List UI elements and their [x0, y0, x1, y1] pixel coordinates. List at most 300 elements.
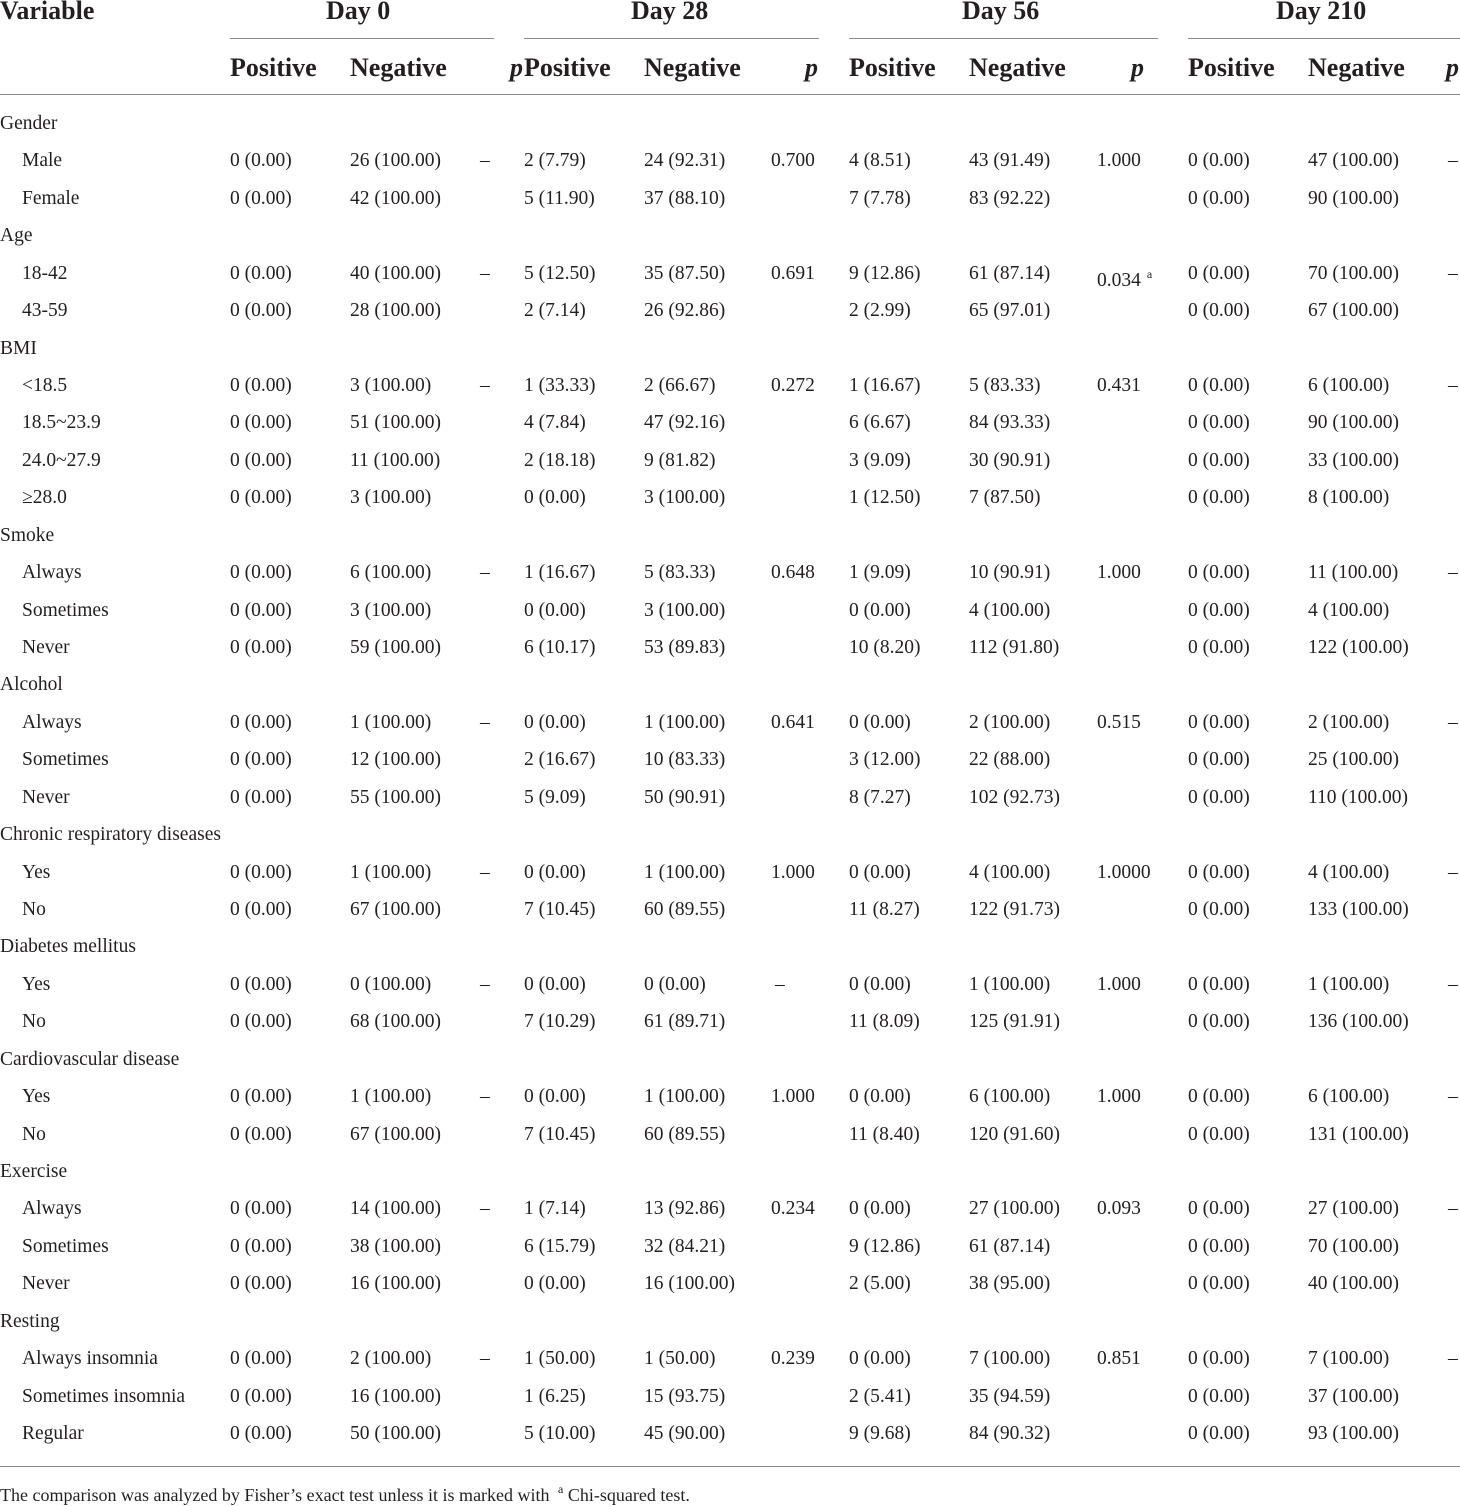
- cell-value: 1.000: [771, 861, 815, 883]
- cell-value: 0 (0.00): [230, 449, 292, 471]
- cell-value: 67 (100.00): [1308, 300, 1399, 322]
- row-label: Yes: [22, 861, 51, 883]
- table-cell: [1188, 1385, 1250, 1409]
- table-cell: [1308, 748, 1399, 772]
- table-cell: [1448, 262, 1458, 286]
- cell-value: 37 (100.00): [1308, 1385, 1399, 1407]
- table-cell: [849, 711, 911, 735]
- subheader-p-day-210: p: [1446, 53, 1459, 82]
- table-cell: [969, 374, 1041, 398]
- table-cell: [969, 299, 1050, 323]
- cell-value: 1.000: [1097, 562, 1141, 584]
- cell-value: 47 (92.16): [644, 412, 726, 434]
- cell-value: 7 (100.00): [969, 1348, 1051, 1370]
- table-cell: [644, 1347, 716, 1371]
- table-cell: [771, 1347, 815, 1371]
- table-cell: [644, 1197, 725, 1221]
- cell-value: 0 (0.00): [230, 861, 292, 883]
- table-cell: [849, 1272, 911, 1296]
- row-label: 43-59: [22, 300, 68, 322]
- table-cell: [969, 1010, 1060, 1034]
- cell-value: 30 (90.91): [969, 449, 1051, 471]
- cell-value: 0 (0.00): [1188, 1423, 1250, 1445]
- table-cell: [524, 1010, 596, 1034]
- table-cell: [1188, 449, 1250, 473]
- cell-value: 26 (100.00): [350, 150, 441, 172]
- table-cell: [1308, 374, 1389, 398]
- table-cell: [1448, 1085, 1458, 1109]
- table-cell: [230, 449, 292, 473]
- table-cell: [524, 486, 586, 510]
- subheader-positive-day-56: Positive: [849, 53, 936, 82]
- cell-value: 0 (0.00): [524, 599, 586, 621]
- table-cell: [969, 636, 1059, 660]
- table-cell: [849, 374, 921, 398]
- cell-value: 0 (0.00): [230, 899, 292, 921]
- cell-value: 7 (87.50): [969, 487, 1041, 509]
- cell-value: 0 (0.00): [849, 1198, 911, 1220]
- cell-value: 42 (100.00): [350, 187, 441, 209]
- table-cell: [849, 1422, 911, 1446]
- cell-value: 2 (5.00): [849, 1273, 911, 1295]
- cell-value: 10 (8.20): [849, 637, 921, 659]
- table-cell: [1188, 486, 1250, 510]
- header-day-28: Day 28: [631, 0, 709, 25]
- cell-value: 2 (16.67): [524, 749, 596, 771]
- cell-value: 4 (100.00): [969, 599, 1051, 621]
- cell-value: 0 (0.00): [1188, 1273, 1250, 1295]
- group-label: Exercise: [0, 1161, 68, 1183]
- table-cell: [524, 898, 596, 922]
- cell-value: –: [1448, 861, 1458, 883]
- table-cell: [480, 861, 490, 885]
- group-label: Diabetes mellitus: [0, 936, 136, 958]
- cell-value: 3 (100.00): [350, 599, 432, 621]
- table-cell: [771, 1085, 815, 1109]
- table-cell: [350, 861, 431, 885]
- cell-value: 9 (12.86): [849, 1235, 921, 1257]
- cell-value: –: [480, 1198, 490, 1220]
- footnote-text: The comparison was analyzed by Fisher’s exact test unless it is marked with: [0, 1485, 550, 1505]
- table-cell: [1448, 1347, 1458, 1371]
- table-cell: [849, 636, 921, 660]
- table-cell: [644, 861, 725, 885]
- table-cell: [230, 898, 292, 922]
- cell-value: 5 (10.00): [524, 1423, 596, 1445]
- table-cell: [969, 561, 1050, 585]
- cell-value: 4 (100.00): [969, 861, 1051, 883]
- table-cell: [230, 1347, 292, 1371]
- cell-value: 133 (100.00): [1308, 899, 1409, 921]
- cell-value: 0 (0.00): [1188, 1198, 1250, 1220]
- table-cell: [644, 786, 725, 810]
- table-cell: [849, 861, 911, 885]
- cell-value: 0.272: [771, 375, 815, 396]
- table-cell: [524, 748, 596, 772]
- cell-value: 1 (9.09): [849, 562, 911, 584]
- cell-value: 4 (100.00): [1308, 861, 1390, 883]
- cell-value: 1.000: [1097, 1086, 1141, 1108]
- cell-value: 61 (87.14): [969, 262, 1051, 284]
- cell-value: 0 (0.00): [230, 786, 292, 808]
- cell-value: 0 (0.00): [230, 562, 292, 584]
- table-cell: [524, 861, 586, 885]
- cell-value: 16 (100.00): [350, 1385, 441, 1407]
- cell-value: 33 (100.00): [1308, 449, 1399, 471]
- table-cell: [230, 1085, 292, 1109]
- table-cell: [524, 262, 596, 286]
- table-cell: [230, 973, 292, 997]
- cell-value: 120 (91.60): [969, 1123, 1060, 1145]
- table-cell: [1188, 711, 1250, 735]
- cell-value: 35 (94.59): [969, 1385, 1051, 1407]
- cell-value: 4 (100.00): [1308, 599, 1390, 621]
- table-cell: [524, 1347, 596, 1371]
- cell-value: 0 (0.00): [1188, 711, 1250, 733]
- cell-value: 12 (100.00): [350, 749, 441, 771]
- table-cell: [1188, 1347, 1250, 1371]
- cell-value: 3 (100.00): [350, 375, 432, 396]
- table-cell: [969, 1197, 1060, 1221]
- cell-value: 11 (100.00): [350, 449, 441, 471]
- row-label: Yes: [22, 1086, 51, 1108]
- table-cell: [644, 262, 725, 286]
- cell-value: 50 (90.91): [644, 786, 726, 808]
- cell-value: 6 (10.17): [524, 637, 596, 659]
- cell-value: 37 (88.10): [644, 187, 726, 209]
- table-cell: [1308, 187, 1399, 211]
- cell-value: 1 (16.67): [524, 562, 596, 584]
- table-cell: [230, 711, 292, 735]
- table-cell: [1308, 1197, 1399, 1221]
- cell-value: 3 (9.09): [849, 449, 911, 471]
- table-cell: [1188, 1085, 1250, 1109]
- cell-value: –: [775, 973, 785, 995]
- cell-value: 0 (100.00): [350, 973, 432, 995]
- cell-value: 7 (100.00): [1308, 1348, 1390, 1370]
- table-cell: [480, 374, 490, 398]
- cell-value: 2 (7.79): [524, 150, 586, 172]
- cell-value: 5 (83.33): [644, 562, 716, 584]
- cell-value: 0 (0.00): [1188, 449, 1250, 471]
- cell-value: 67 (100.00): [350, 1123, 441, 1145]
- cell-value: 7 (10.45): [524, 1123, 596, 1145]
- table-cell: [849, 149, 911, 173]
- table-cell: [480, 262, 490, 286]
- cell-value: 122 (100.00): [1308, 637, 1409, 659]
- table-cell: [771, 374, 815, 398]
- cell-value: 0 (0.00): [849, 599, 911, 621]
- table-cell: [1188, 636, 1250, 660]
- cell-value: 5 (9.09): [524, 786, 586, 808]
- table-cell: [350, 1235, 441, 1259]
- table-cell: [230, 149, 292, 173]
- cell-value: 0 (0.00): [1188, 637, 1250, 659]
- cell-value: 59 (100.00): [350, 637, 441, 659]
- cell-value: 9 (9.68): [849, 1423, 911, 1445]
- table-cell: [1097, 561, 1141, 585]
- group-label: Smoke: [0, 524, 55, 546]
- row-label: 18-42: [22, 262, 68, 284]
- subheader-negative-day-210: Negative: [1308, 53, 1405, 82]
- cell-value: 1 (100.00): [644, 861, 726, 883]
- subheader-p-day-0: p: [510, 53, 523, 82]
- cell-value: 110 (100.00): [1308, 786, 1409, 808]
- table-cell: [230, 636, 292, 660]
- table-cell: [1308, 599, 1389, 623]
- table-cell: [849, 1010, 920, 1034]
- table-cell: [524, 1235, 596, 1259]
- table-cell: [524, 374, 596, 398]
- table-cell: [350, 636, 441, 660]
- table-cell: [1188, 262, 1250, 286]
- cell-value: 2 (2.99): [849, 300, 911, 322]
- cell-value: 0 (0.00): [1188, 1348, 1250, 1370]
- table-cell: [230, 411, 292, 435]
- table-cell: [350, 561, 431, 585]
- cell-value: 0 (0.00): [524, 1086, 586, 1108]
- table-cell: [969, 411, 1050, 435]
- footnote-superscript: a: [558, 1482, 564, 1496]
- table-cell: [644, 149, 725, 173]
- cell-value: 51 (100.00): [350, 412, 441, 434]
- header-rule: [0, 94, 1460, 95]
- table-cell: [230, 748, 292, 772]
- table-cell: [230, 786, 292, 810]
- cell-value: 0 (0.00): [1188, 1385, 1250, 1407]
- table-cell: [1097, 262, 1152, 293]
- table-cell: [849, 1197, 911, 1221]
- cell-value: –: [1448, 711, 1458, 733]
- table-cell: [524, 561, 596, 585]
- table-cell: [849, 449, 911, 473]
- cell-value: 2 (100.00): [1308, 711, 1390, 733]
- table-cell: [1188, 1422, 1250, 1446]
- table-cell: [230, 1010, 292, 1034]
- table-cell: [1308, 898, 1409, 922]
- subheader-negative-day-0: Negative: [350, 53, 447, 82]
- header-underline-day-28: [524, 38, 819, 39]
- table-cell: [524, 636, 596, 660]
- table-cell: [524, 149, 586, 173]
- table-cell: [644, 411, 725, 435]
- cell-value: 0 (0.00): [524, 861, 586, 883]
- cell-value: 8 (100.00): [1308, 487, 1390, 509]
- cell-value: 38 (100.00): [350, 1235, 441, 1257]
- cell-value: 5 (11.90): [524, 187, 595, 209]
- table-cell: [1097, 711, 1141, 735]
- table-cell: [350, 486, 431, 510]
- table-cell: [1188, 299, 1250, 323]
- table-cell: [644, 1272, 735, 1296]
- cell-value: 0 (0.00): [1188, 150, 1250, 172]
- superscript-marker: a: [1146, 266, 1153, 281]
- header-day-0: Day 0: [326, 0, 391, 25]
- cell-value: 24 (92.31): [644, 150, 726, 172]
- table-cell: [969, 1385, 1050, 1409]
- table-cell: [1308, 1422, 1399, 1446]
- table-cell: [524, 1085, 586, 1109]
- table-cell: [969, 1422, 1050, 1446]
- cell-value: 6 (6.67): [849, 412, 911, 434]
- row-label: <18.5: [22, 375, 68, 396]
- cell-value: –: [480, 150, 490, 172]
- table-cell: [350, 1197, 441, 1221]
- table-cell: [230, 561, 292, 585]
- table-cell: [524, 449, 596, 473]
- cell-value: 9 (81.82): [644, 449, 716, 471]
- cell-value: 0 (0.00): [1188, 562, 1250, 584]
- table-cell: [230, 262, 292, 286]
- table-cell: [1188, 973, 1250, 997]
- table-cell: [1308, 786, 1408, 810]
- table-cell: [969, 861, 1050, 885]
- table-cell: [524, 599, 586, 623]
- cell-value: 3 (100.00): [350, 487, 432, 509]
- table-cell: [771, 861, 815, 885]
- cell-value: –: [480, 1348, 490, 1370]
- table-cell: [1188, 1235, 1250, 1259]
- group-label: Alcohol: [0, 674, 63, 696]
- cell-value: 0 (0.00): [230, 637, 292, 659]
- cell-value: 0 (0.00): [1188, 300, 1250, 322]
- bottom-rule: [0, 1466, 1460, 1467]
- table-cell: [1188, 898, 1250, 922]
- cell-value: 4 (7.84): [524, 412, 586, 434]
- cell-value: 0.515: [1097, 711, 1141, 733]
- table-cell: [775, 973, 785, 997]
- table-cell: [524, 1123, 596, 1147]
- cell-value: 0 (0.00): [1188, 973, 1250, 995]
- table-cell: [350, 786, 441, 810]
- table-cell: [849, 1347, 911, 1371]
- cell-value: 0.700: [771, 150, 815, 172]
- cell-value: 0 (0.00): [230, 300, 292, 322]
- cell-value: 50 (100.00): [350, 1423, 441, 1445]
- table-cell: [1448, 1197, 1458, 1221]
- table-cell: [350, 898, 441, 922]
- table-cell: [1308, 411, 1399, 435]
- cell-value: 13 (92.86): [644, 1198, 726, 1220]
- cell-value: 0 (0.00): [230, 1273, 292, 1295]
- cell-value: 1 (16.67): [849, 375, 921, 396]
- table-cell: [1448, 374, 1458, 398]
- footnote-text-end: Chi-squared test.: [563, 1485, 690, 1505]
- cell-value: 16 (100.00): [350, 1273, 441, 1295]
- cell-value: 22 (88.00): [969, 749, 1051, 771]
- row-label: 18.5~23.9: [22, 412, 101, 434]
- row-label: Always: [22, 562, 82, 584]
- table-cell: [969, 1123, 1060, 1147]
- table-cell: [1097, 374, 1141, 398]
- table-cell: [480, 1347, 490, 1371]
- table-cell: [1448, 149, 1458, 173]
- cell-value: 26 (92.86): [644, 300, 726, 322]
- table-cell: [1308, 486, 1389, 510]
- footnote: [0, 1478, 690, 1506]
- cell-value: 43 (91.49): [969, 150, 1051, 172]
- table-cell: [1097, 1347, 1141, 1371]
- table-cell: [1097, 149, 1141, 173]
- table-cell: [969, 711, 1050, 735]
- cell-value: 0.234: [771, 1198, 815, 1220]
- cell-value: 27 (100.00): [969, 1198, 1060, 1220]
- table-cell: [771, 711, 815, 735]
- table-cell: [524, 1197, 586, 1221]
- cell-value: 6 (100.00): [1308, 1086, 1390, 1108]
- cell-value: 0 (0.00): [1188, 187, 1250, 209]
- table-cell: [1308, 449, 1399, 473]
- table-cell: [1188, 1272, 1250, 1296]
- table-cell: [644, 636, 725, 660]
- cell-value: 53 (89.83): [644, 637, 726, 659]
- header-underline-day-210: [1188, 38, 1460, 39]
- row-label: Yes: [22, 973, 51, 995]
- cell-value: –: [1448, 150, 1458, 172]
- cell-value: 0 (0.00): [849, 861, 911, 883]
- cell-value: 0 (0.00): [230, 1198, 292, 1220]
- cell-value: 0 (0.00): [1188, 786, 1250, 808]
- cell-value: 16 (100.00): [644, 1273, 735, 1295]
- table-cell: [1308, 1123, 1409, 1147]
- cell-value: 0 (0.00): [1188, 1011, 1250, 1033]
- table-cell: [350, 1347, 431, 1371]
- cell-value: 45 (90.00): [644, 1423, 726, 1445]
- cell-value: 0 (0.00): [524, 1273, 586, 1295]
- cell-value: 65 (97.01): [969, 300, 1051, 322]
- cell-value: 7 (7.78): [849, 187, 911, 209]
- cell-value: 3 (100.00): [644, 487, 726, 509]
- table-cell: [969, 1272, 1050, 1296]
- cell-value: 0 (0.00): [524, 487, 586, 509]
- table-cell: [1188, 599, 1250, 623]
- table-cell: [1308, 1385, 1399, 1409]
- table-cell: [771, 561, 815, 585]
- table-cell: [230, 187, 292, 211]
- table-cell: [1308, 1235, 1399, 1259]
- table-cell: [1097, 973, 1141, 997]
- cell-value: 1 (100.00): [350, 1086, 432, 1108]
- table-cell: [849, 411, 911, 435]
- subheader-negative-day-28: Negative: [644, 53, 741, 82]
- cell-value: 3 (100.00): [644, 599, 726, 621]
- table-cell: [350, 599, 431, 623]
- table-cell: [350, 374, 431, 398]
- cell-value: 35 (87.50): [644, 262, 726, 284]
- cell-value: 1.000: [771, 1086, 815, 1108]
- group-label: Cardiovascular disease: [0, 1048, 180, 1070]
- cell-value: 0 (0.00): [230, 375, 292, 396]
- cell-value: 6 (100.00): [350, 562, 432, 584]
- table-cell: [350, 748, 441, 772]
- row-label: Never: [22, 786, 70, 808]
- cell-value: 10 (90.91): [969, 562, 1051, 584]
- cell-value: –: [1448, 375, 1458, 396]
- row-label: Always: [22, 711, 82, 733]
- cell-value: –: [480, 562, 490, 584]
- cell-value: 2 (100.00): [350, 1348, 432, 1370]
- table-cell: [230, 1422, 292, 1446]
- table-cell: [1188, 1197, 1250, 1221]
- cell-value: 1 (50.00): [644, 1348, 716, 1370]
- cell-value: –: [1448, 1086, 1458, 1108]
- table-cell: [1448, 861, 1458, 885]
- subheader-p-day-56: p: [1131, 53, 1144, 82]
- cell-value: 0 (0.00): [849, 711, 911, 733]
- table-cell: [350, 187, 441, 211]
- cell-value: 93 (100.00): [1308, 1423, 1399, 1445]
- table-cell: [350, 1422, 441, 1446]
